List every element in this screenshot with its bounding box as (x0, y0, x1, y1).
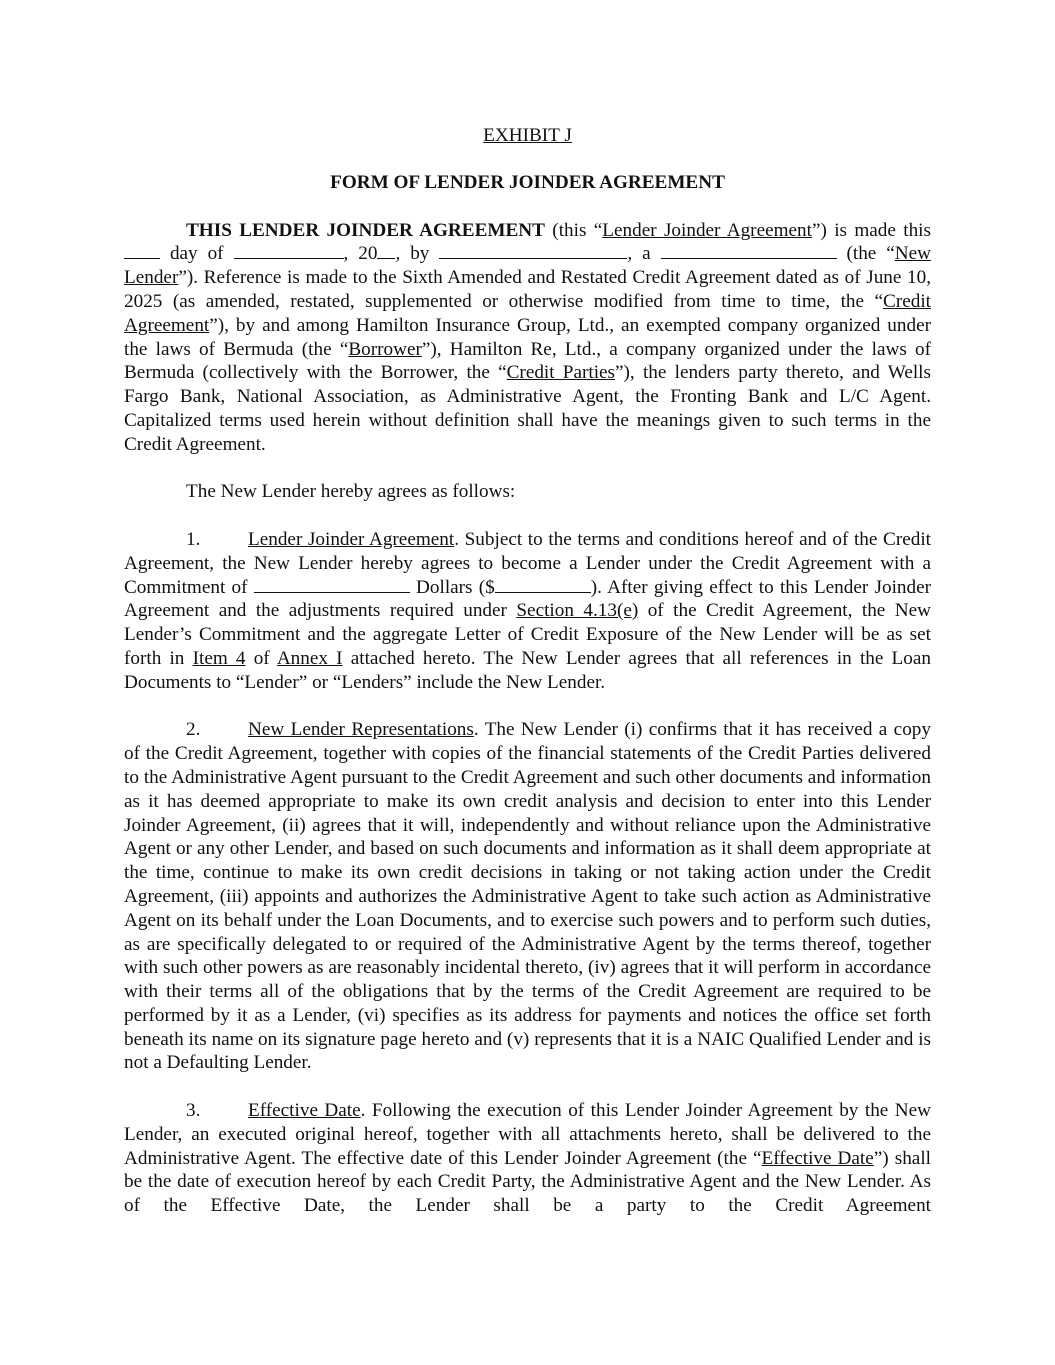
commitment-amount-blank (495, 576, 591, 593)
section-text: . The New Lender (i) confirms that it has received a copy of the Credit Agreement, together with copies of the financial statements of the Credit Parties delivered to the Administrative Agent pursuant to the Credit Agreement and such other documents and information as it has deemed appropriate to make its own credit analysis and decision to enter into this Lender Joinder Agreement, (ii) agrees that it will, independently and without reliance upon the Administrative Agent or any other Lender, and based on such documents and information as it shall deem appropriate at the time, continue to make its own credit decisions in taking or not taking action under the Credit Agreement, (iii) appoints and authorizes the Administrative Agent to take such action as Administrative Agent on its behalf under the Loan Documents, and to exercise such powers and to perform such duties, as are specifically delegated to or required of the Administrative Agent by the terms thereof, together with such other powers as are reasonably incidental thereto, (iv) agrees that it will perform in accordance with their terms all of the obligations that by the terms of the Credit Agreement are required to be performed by it as a Lender, (vi) specifies as its address for payments and notices the office set forth beneath its name on its signature page hereto and (v) represents that it is a NAIC Qualified Lender and is not a Defaulting Lender. (124, 719, 931, 1074)
section-reference: Section 4.13(e) (516, 600, 639, 622)
section-title: Effective Date (248, 1100, 361, 1122)
intro-text: (the “ (836, 243, 895, 265)
exhibit-label: EXHIBIT J (483, 125, 572, 146)
agrees-line: The New Lender hereby agrees as follows: (186, 481, 516, 503)
intro-paragraph (124, 219, 931, 457)
section-text: . Following the execution of this Lender Joinder Agreement by the New Lender, an executed original hereof, together with all attachments hereto, shall be delivered to the Administrative Agent. The effective date of this Lender Joinder Agreement (the “ (124, 1100, 931, 1169)
section-title: Lender Joinder Agreement (248, 528, 455, 550)
section-text: ”) shall be the date of execution hereof by each Credit Party, the Administrative Agent and the New Lender. As of the Effective Date, the Lender shall be a party to the Credit Agreement (124, 1147, 931, 1217)
intro-text: , 20 (343, 243, 378, 265)
section-text: . Subject to the terms and conditions hereof and of the Credit Agreement, the New Lender hereby agrees to become a Lender under the Credit Agreement with a Commitment of (124, 528, 931, 598)
lender-type-blank (661, 242, 837, 259)
defined-term: Lender Joinder Agreement (602, 219, 812, 241)
intro-text: ”), by and among Hamilton Insurance Group, Ltd., an exempted company organized under the laws of Bermuda (the “ (124, 314, 931, 360)
section-2 (124, 718, 931, 1075)
intro-text: ”), the lenders party thereto, and Wells Fargo Bank, National Association, as Administrative Agent, the Fronting Bank and L/C Agent. Capitalized terms used herein without definition shall have the meanings given to such terms in the Credit Agreement. (124, 362, 931, 455)
defined-term: Credit Parties (506, 362, 616, 384)
intro-lead: THIS LENDER JOINDER AGREEMENT (186, 219, 545, 241)
defined-term: Borrower (348, 338, 422, 360)
section-1 (124, 528, 931, 695)
section-3 (124, 1099, 931, 1218)
section-number: 3. (186, 1100, 201, 1122)
day-blank (124, 242, 160, 259)
defined-term: Effective Date (761, 1147, 874, 1169)
section-text: of (245, 647, 277, 669)
lender-name-blank (439, 242, 627, 259)
section-number: 1. (186, 528, 201, 550)
intro-text: , by (395, 243, 440, 265)
item-reference: Item 4 (192, 647, 246, 669)
intro-text: ”) is made this (811, 219, 931, 241)
form-title: FORM OF LENDER JOINDER AGREEMENT (330, 171, 725, 193)
annex-reference: Annex I (276, 647, 343, 669)
section-title: New Lender Representations (248, 719, 474, 741)
section-text: Dollars ($ (409, 576, 495, 598)
intro-text: ”). Reference is made to the Sixth Amended and Restated Credit Agreement dated as of June 10, 2025 (as amended, restated, supplemented or otherwise modified from time to time, the “ (124, 267, 931, 312)
document-page (124, 124, 931, 1218)
section-text: of the Credit Agreement, the New Lender’s Commitment and the aggregate Letter of Credit Exposure of the New Lender will be as set forth in (124, 600, 931, 669)
defined-term: Credit Agreement (124, 290, 931, 336)
section-text: ). After giving effect to this Lender Joinder Agreement and the adjustments required under (124, 576, 932, 622)
year-blank (377, 242, 395, 259)
commitment-words-blank (254, 576, 410, 593)
intro-text: day of (160, 243, 234, 265)
defined-term: New Lender (124, 243, 931, 289)
intro-text: ”), Hamilton Re, Ltd., a company organized under the laws of Bermuda (collectively with the Borrower, the “ (124, 338, 931, 384)
intro-text: , a (627, 243, 661, 265)
section-text: attached hereto. The New Lender agrees that all references in the Loan Documents to “Lender” or “Lenders” include the New Lender. (124, 647, 931, 693)
intro-text: (this “ (544, 219, 603, 241)
section-number: 2. (186, 719, 201, 741)
month-blank (234, 242, 344, 259)
